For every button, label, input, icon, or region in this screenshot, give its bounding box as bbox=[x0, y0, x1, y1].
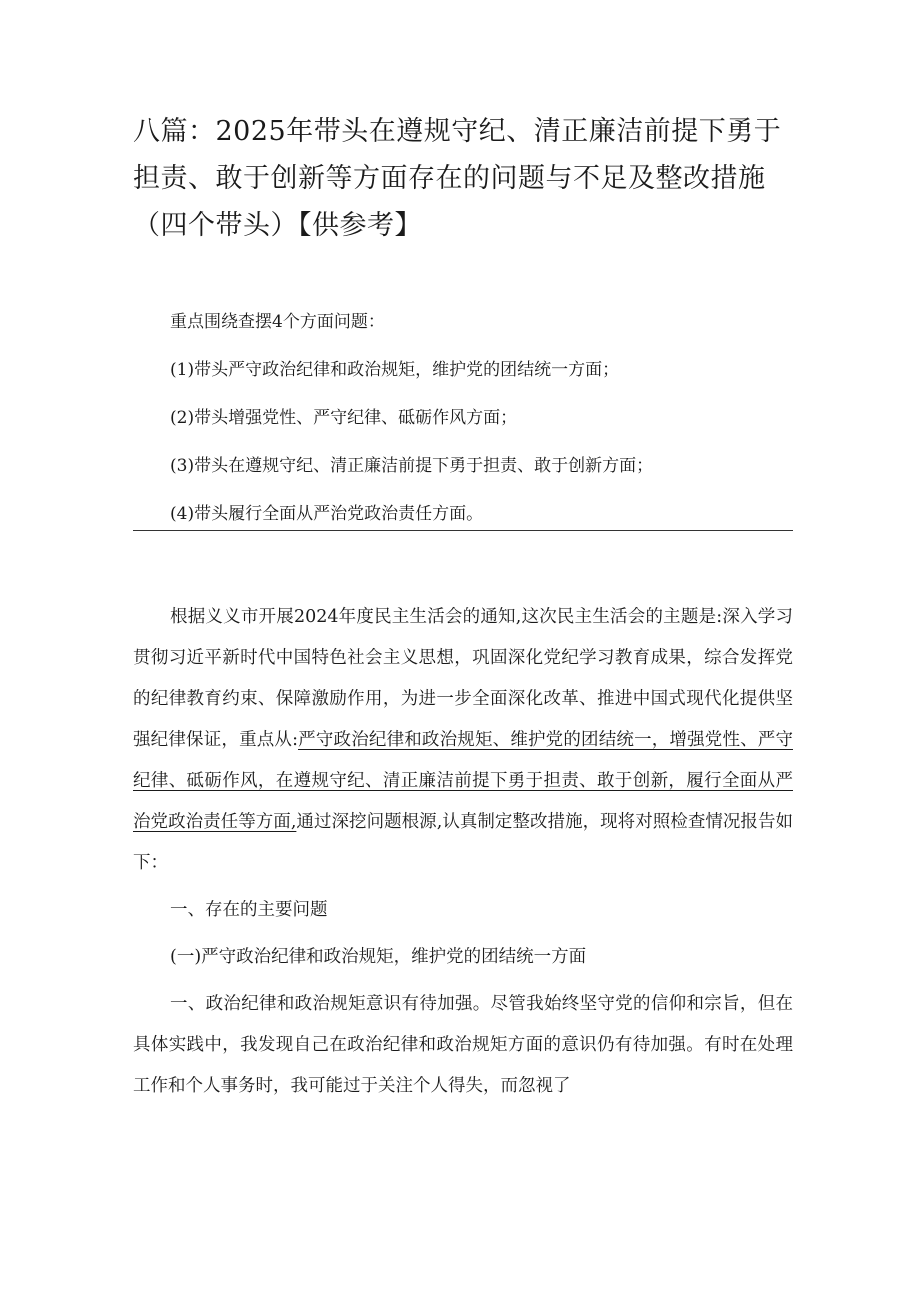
underlined-text: 严守政治纪律和政治规矩、维护党的团结统一，增强党性、严守纪律、砥砺作风，在遵规守纪、清正廉洁前提下勇于担责、敢于创新，履行全面从严治党政治责任等方面, bbox=[133, 730, 793, 832]
summary-intro: 重点围绕查摆4个方面问题： bbox=[170, 312, 385, 332]
paragraph-issue: 一、政治纪律和政治规矩意识有待加强。尽管我始终坚守党的信仰和宗旨，但在具体实践中，我发现自己在政治纪律和政治规矩方面的意识仍有待加强。有时在处理工作和个人事务时，我可能过于关注个人得失，而忽视了 bbox=[133, 994, 793, 1096]
paragraph-text: 通过深挖问题根源,认真制定整改措施，现将对照检查情况报告如下： bbox=[133, 812, 794, 873]
summary-item: (3)带头在遵规守纪、清正廉洁前提下勇于担责、敢于创新方面； bbox=[170, 456, 654, 476]
summary-item: (1)带头严守政治纪律和政治规矩，维护党的团结统一方面； bbox=[170, 360, 620, 380]
summary-item: (4)带头履行全面从严治党政治责任方面。 bbox=[170, 504, 484, 524]
subsection-heading: (一)严守政治纪律和政治规矩，维护党的团结统一方面 bbox=[170, 947, 587, 967]
paragraph-theme bbox=[133, 597, 793, 884]
summary-item: (2)带头增强党性、严守纪律、砥砺作风方面； bbox=[170, 408, 518, 428]
document-title: 八篇：2025年带头在遵规守纪、清正廉洁前提下勇于担责、敢于创新等方面存在的问题与不足及整改措施（四个带头）【供参考】 bbox=[133, 116, 782, 241]
section-heading: 一、存在的主要问题 bbox=[170, 900, 328, 920]
body-text bbox=[133, 597, 793, 1107]
paragraph-text: 根据义义市开展2024年度民主生活会的通知,这次民主生活会的主题是:深入学习贯彻习近平新时代中国特色社会主义思想，巩固深化党纪学习教育成果，综合发挥党的纪律教育约束、保障激励作用，为进一步全面深化改革、推进中国式现代化提供坚强纪律保证，重点从: bbox=[133, 607, 793, 750]
divider bbox=[133, 530, 793, 531]
summary-block bbox=[133, 312, 793, 552]
